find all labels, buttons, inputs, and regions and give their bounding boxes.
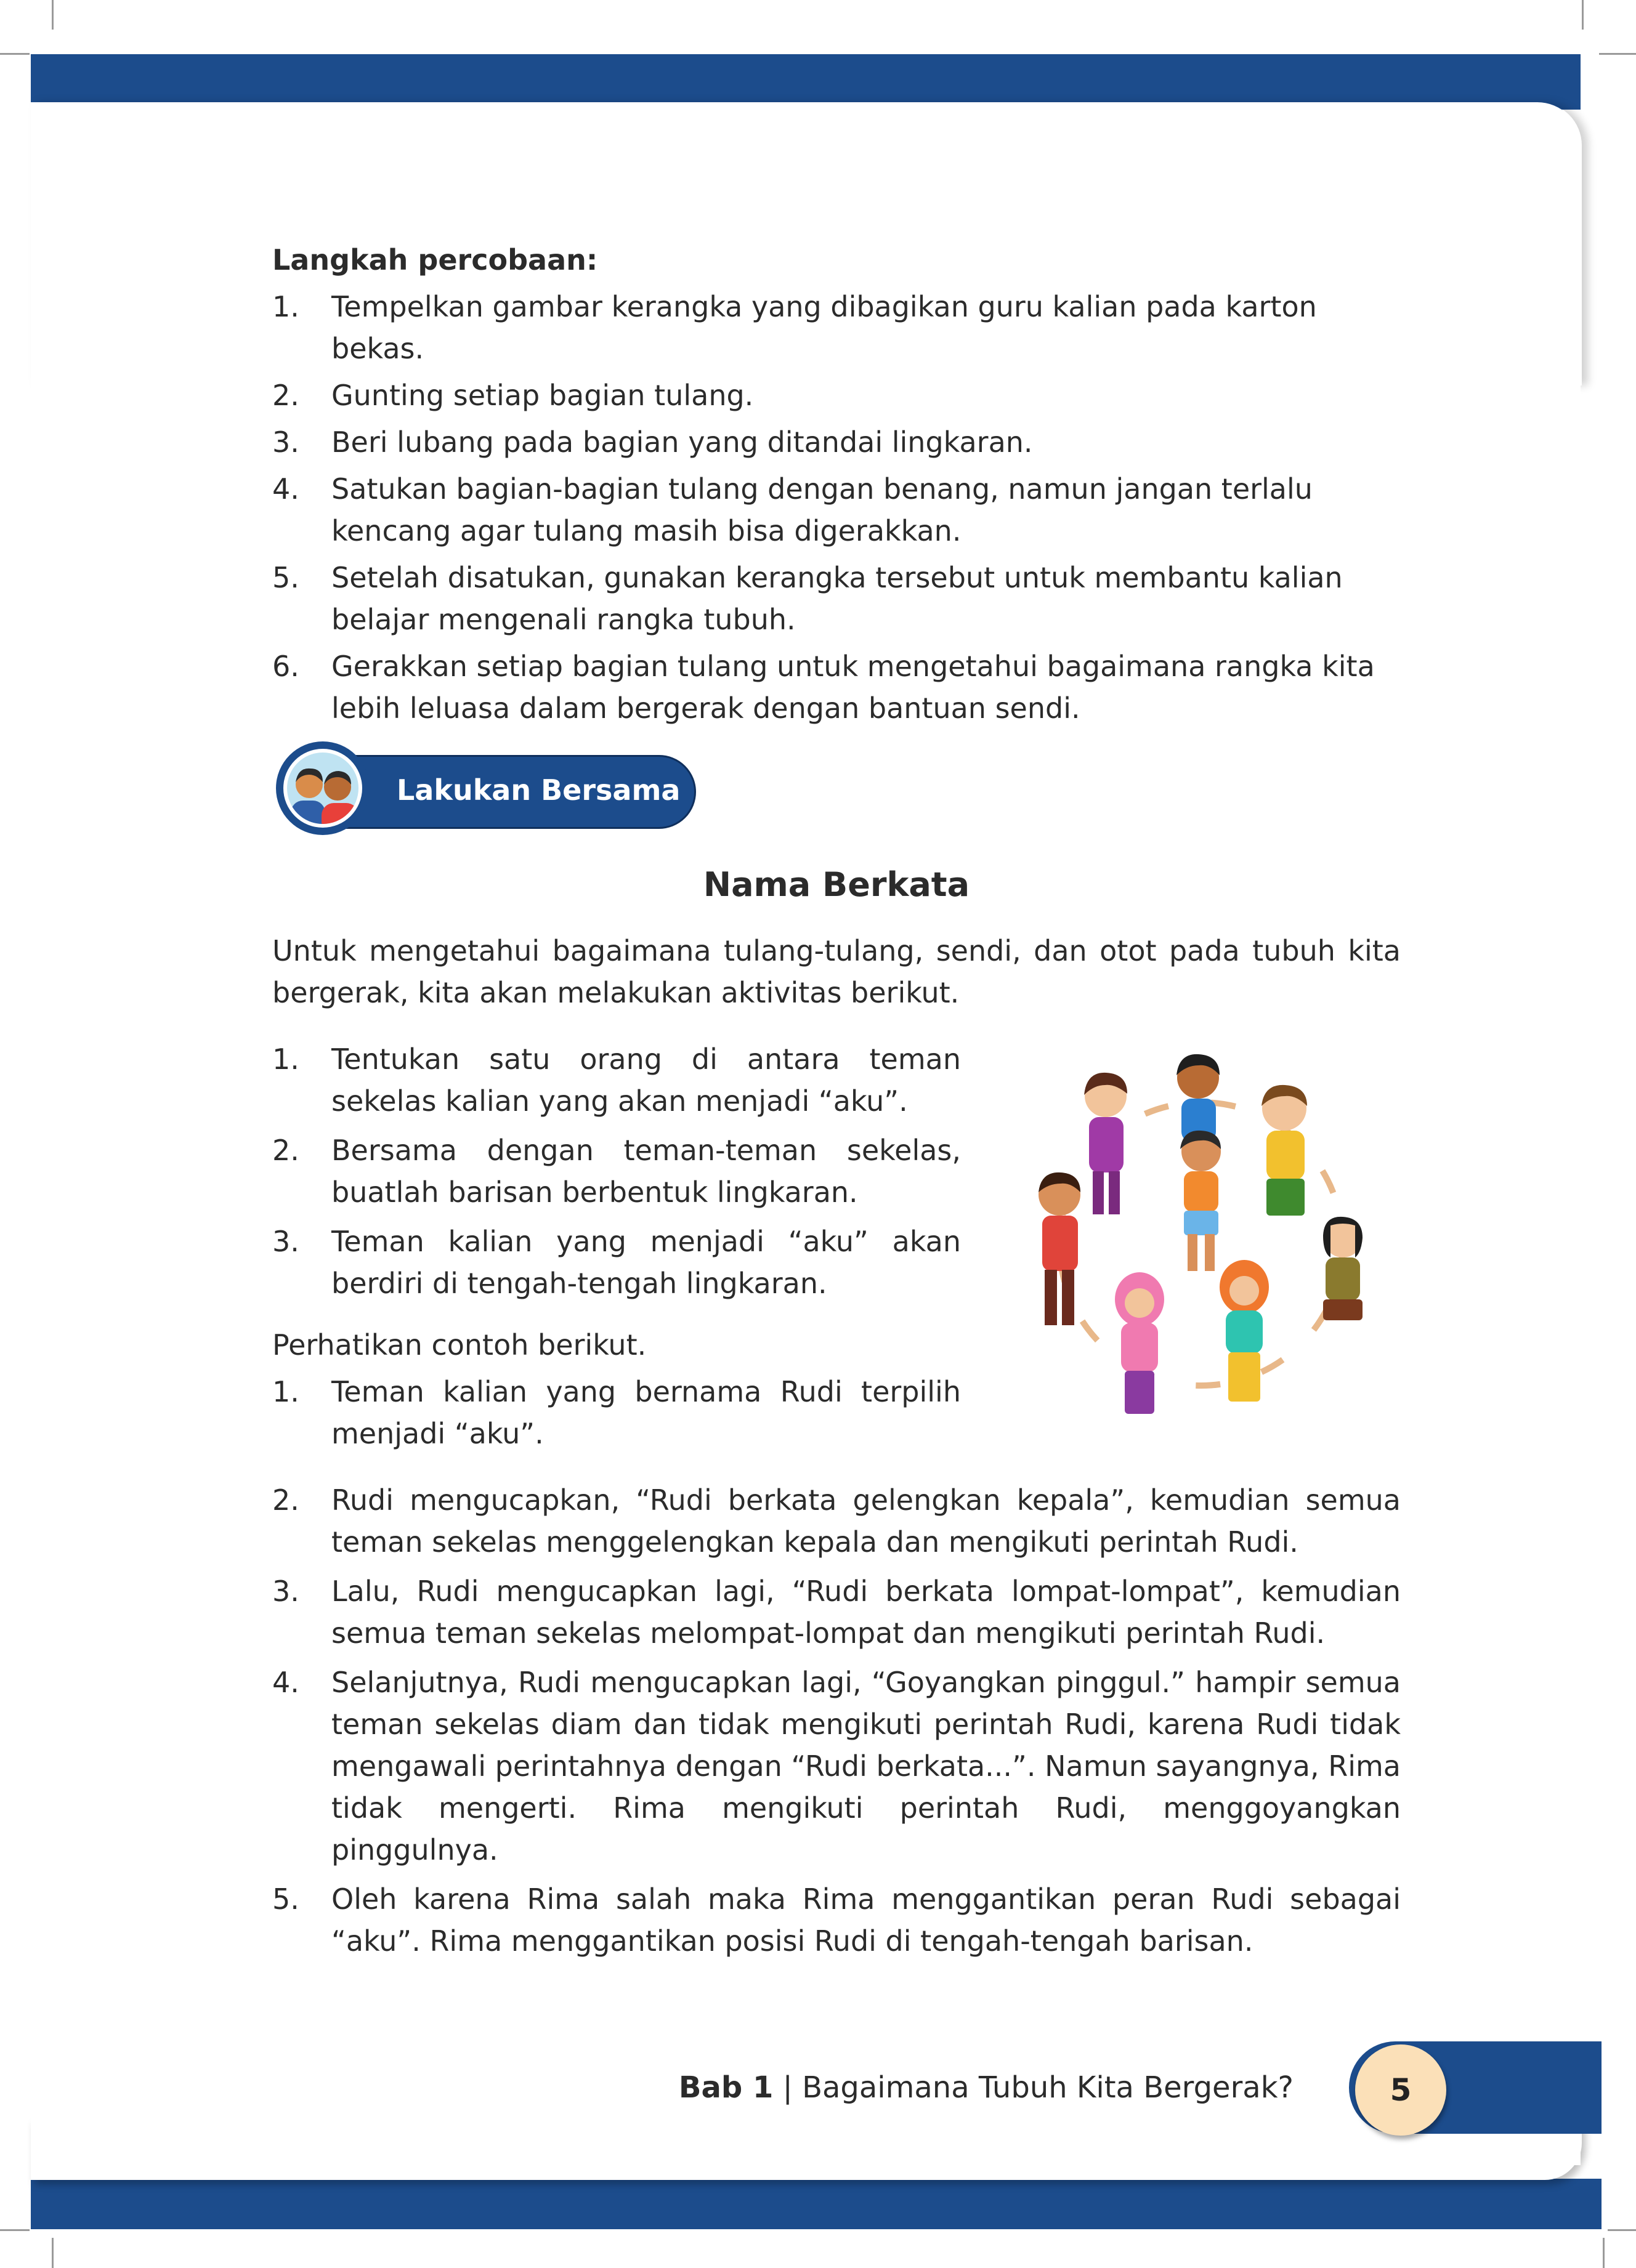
child-figure [1261,1085,1307,1216]
footer-separator: | [773,2070,803,2105]
list-item: 6. Gerakkan setiap bagian tulang untuk mengetahui bagaimana rangka kita lebih leluasa dalam bergerak dengan bantuan sendi. [272,650,1375,725]
steps-list [272,286,1401,729]
list-item: 3. Beri lubang pada bagian yang ditandai lingkaran. [272,426,1033,459]
activity-intro: Untuk mengetahui bagaimana tulang-tulang, sendi, dan otot pada tubuh kita bergerak, kita akan melakukan aktivitas berikut. [272,934,1401,1009]
example-list-first [272,1371,961,1455]
crop-mark [0,2229,30,2231]
list-item: 3. Lalu, Rudi mengucapkan lagi, “Rudi berkata lompat-lompat”, kemudian semua teman sekelas melompat-lompat dan mengikuti perintah Rudi. [272,1575,1401,1650]
list-item: 5. Oleh karena Rima salah maka Rima menggantikan peran Rudi sebagai “aku”. Rima menggantikan posisi Rudi di tengah-tengah barisan. [272,1883,1401,1958]
list-item: 2. Gunting setiap bagian tulang. [272,379,754,412]
children-circle-illustration [1022,1041,1380,1435]
list-item: 1. Teman kalian yang bernama Rudi terpilih menjadi “aku”. [272,1375,961,1450]
list-item: 4. Satukan bagian-bagian tulang dengan benang, namun jangan terlalu kencang agar tulang masih bisa digerakkan. [272,472,1313,547]
section-badge [273,739,699,833]
two-children-icon [273,739,372,837]
crop-mark [52,2238,54,2268]
bottom-frame-band [31,2179,1602,2229]
footer-chapter-bold: Bab 1 [678,2070,774,2105]
child-figure [1176,1054,1220,1142]
experiment-steps-section [272,239,1401,734]
footer-chapter [665,2063,1294,2112]
list-item: 2. Bersama dengan teman-teman sekelas, buatlah barisan berbentuk lingkaran. [272,1134,961,1209]
list-item: 1. Tempelkan gambar kerangka yang dibagikan guru kalian pada karton bekas. [272,290,1317,365]
child-figure [1323,1217,1363,1320]
activity-rules-section [272,1038,961,1459]
list-item: 3. Teman kalian yang menjadi “aku” akan berdiri di tengah-tengah lingkaran. [272,1225,961,1300]
child-figure [1039,1172,1080,1325]
child-figure [1115,1272,1164,1414]
child-figure [1180,1131,1221,1271]
child-figure [1220,1260,1269,1402]
top-frame-band [31,54,1581,110]
crop-mark [1608,2229,1636,2231]
footer-chapter-title: Bagaimana Tubuh Kita Bergerak? [802,2070,1294,2105]
crop-mark [0,53,30,55]
crop-mark [1582,0,1584,30]
activity-title: Nama Berkata [703,865,970,904]
list-item: 5. Setelah disatukan, gunakan kerangka tersebut untuk membantu kalian belajar mengenali rangka tubuh. [272,561,1343,636]
crop-mark [1599,53,1636,55]
steps-heading: Langkah percobaan: [272,243,598,276]
examples-list [272,1479,1401,1962]
badge-label: Lakukan Bersama [397,773,681,807]
crop-mark [52,0,54,30]
page-number: 5 [1355,2044,1446,2136]
activity-examples-section [272,1479,1401,1967]
list-item: 2. Rudi mengucapkan, “Rudi berkata gelengkan kepala”, kemudian semua teman sekelas menggelengkan kepala dan mengikuti perintah Rudi. [272,1483,1401,1559]
list-item: 4. Selanjutnya, Rudi mengucapkan lagi, “Goyangkan pinggul.” hampir semua teman sekelas diam dan tidak mengikuti perintah Rudi, karena Rudi tidak mengawali perintahnya dengan “Rudi berkata...”. Namun sayangnya, Rima tidak mengerti. Rima mengikuti perintah Rudi, menggoyangkan pinggulnya. [272,1666,1401,1866]
example-heading: Perhatikan contoh berikut. [272,1328,647,1362]
list-item: 1. Tentukan satu orang di antara teman sekelas kalian yang akan menjadi “aku”. [272,1043,961,1118]
crop-mark [1603,2238,1605,2268]
child-figure [1084,1073,1127,1214]
rules-list [272,1038,961,1304]
